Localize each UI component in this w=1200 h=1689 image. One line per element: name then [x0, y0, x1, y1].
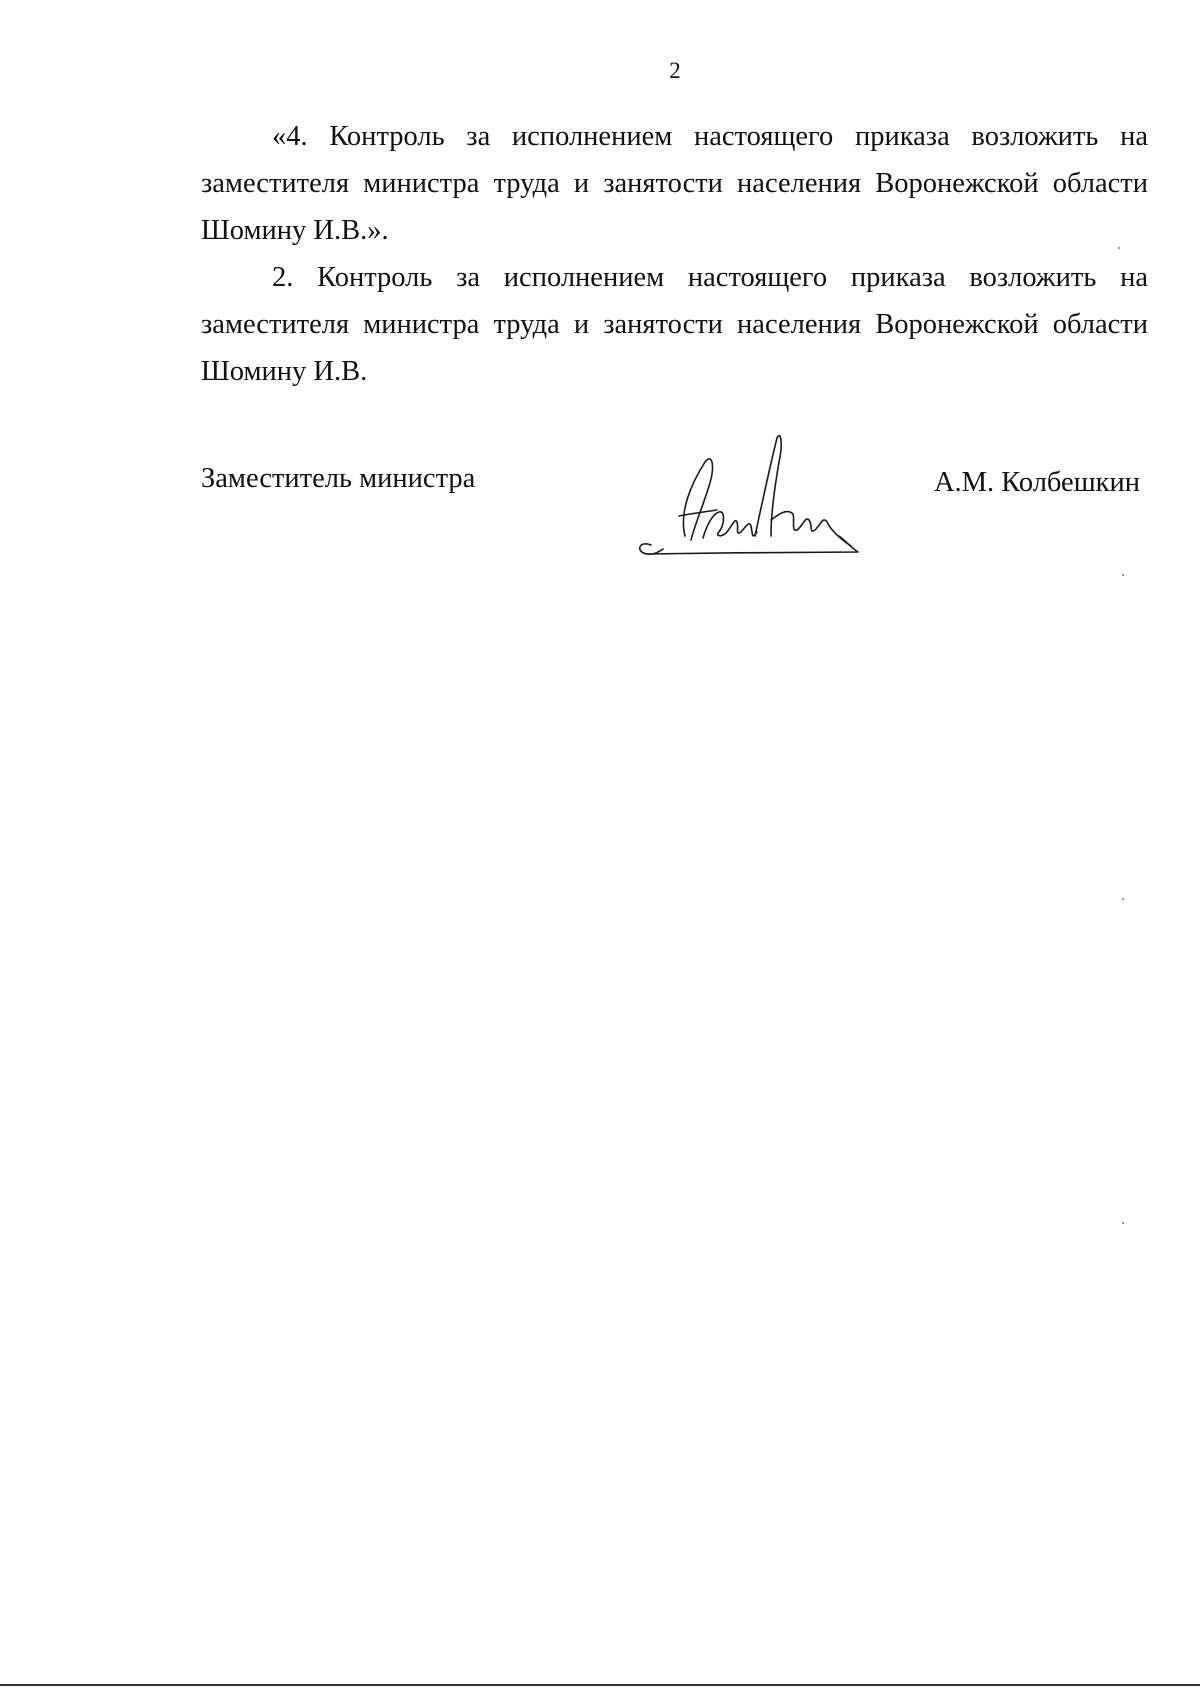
scan-speck [1122, 574, 1124, 576]
page-number: 2 [669, 58, 681, 83]
scan-speck [1122, 1222, 1124, 1224]
scan-bottom-edge [0, 1684, 1200, 1686]
signer-position: Заместитель министра [201, 463, 476, 494]
scan-speck [1122, 898, 1124, 900]
paragraph-control-clause-4: «4. Контроль за исполнением настоящего приказа возложить на заместителя министра труда и занятости населения Воронежской области Шомину И.В.». [201, 121, 1148, 246]
paragraph-control-item-2: 2. Контроль за исполнением настоящего приказа возложить на заместителя министра труда и занятости населения Воронежской области Шомину И.В. [201, 262, 1148, 387]
signer-name: А.М. Колбешкин [933, 467, 1140, 498]
scan-speck [1118, 247, 1120, 249]
handwritten-signature [633, 428, 865, 558]
